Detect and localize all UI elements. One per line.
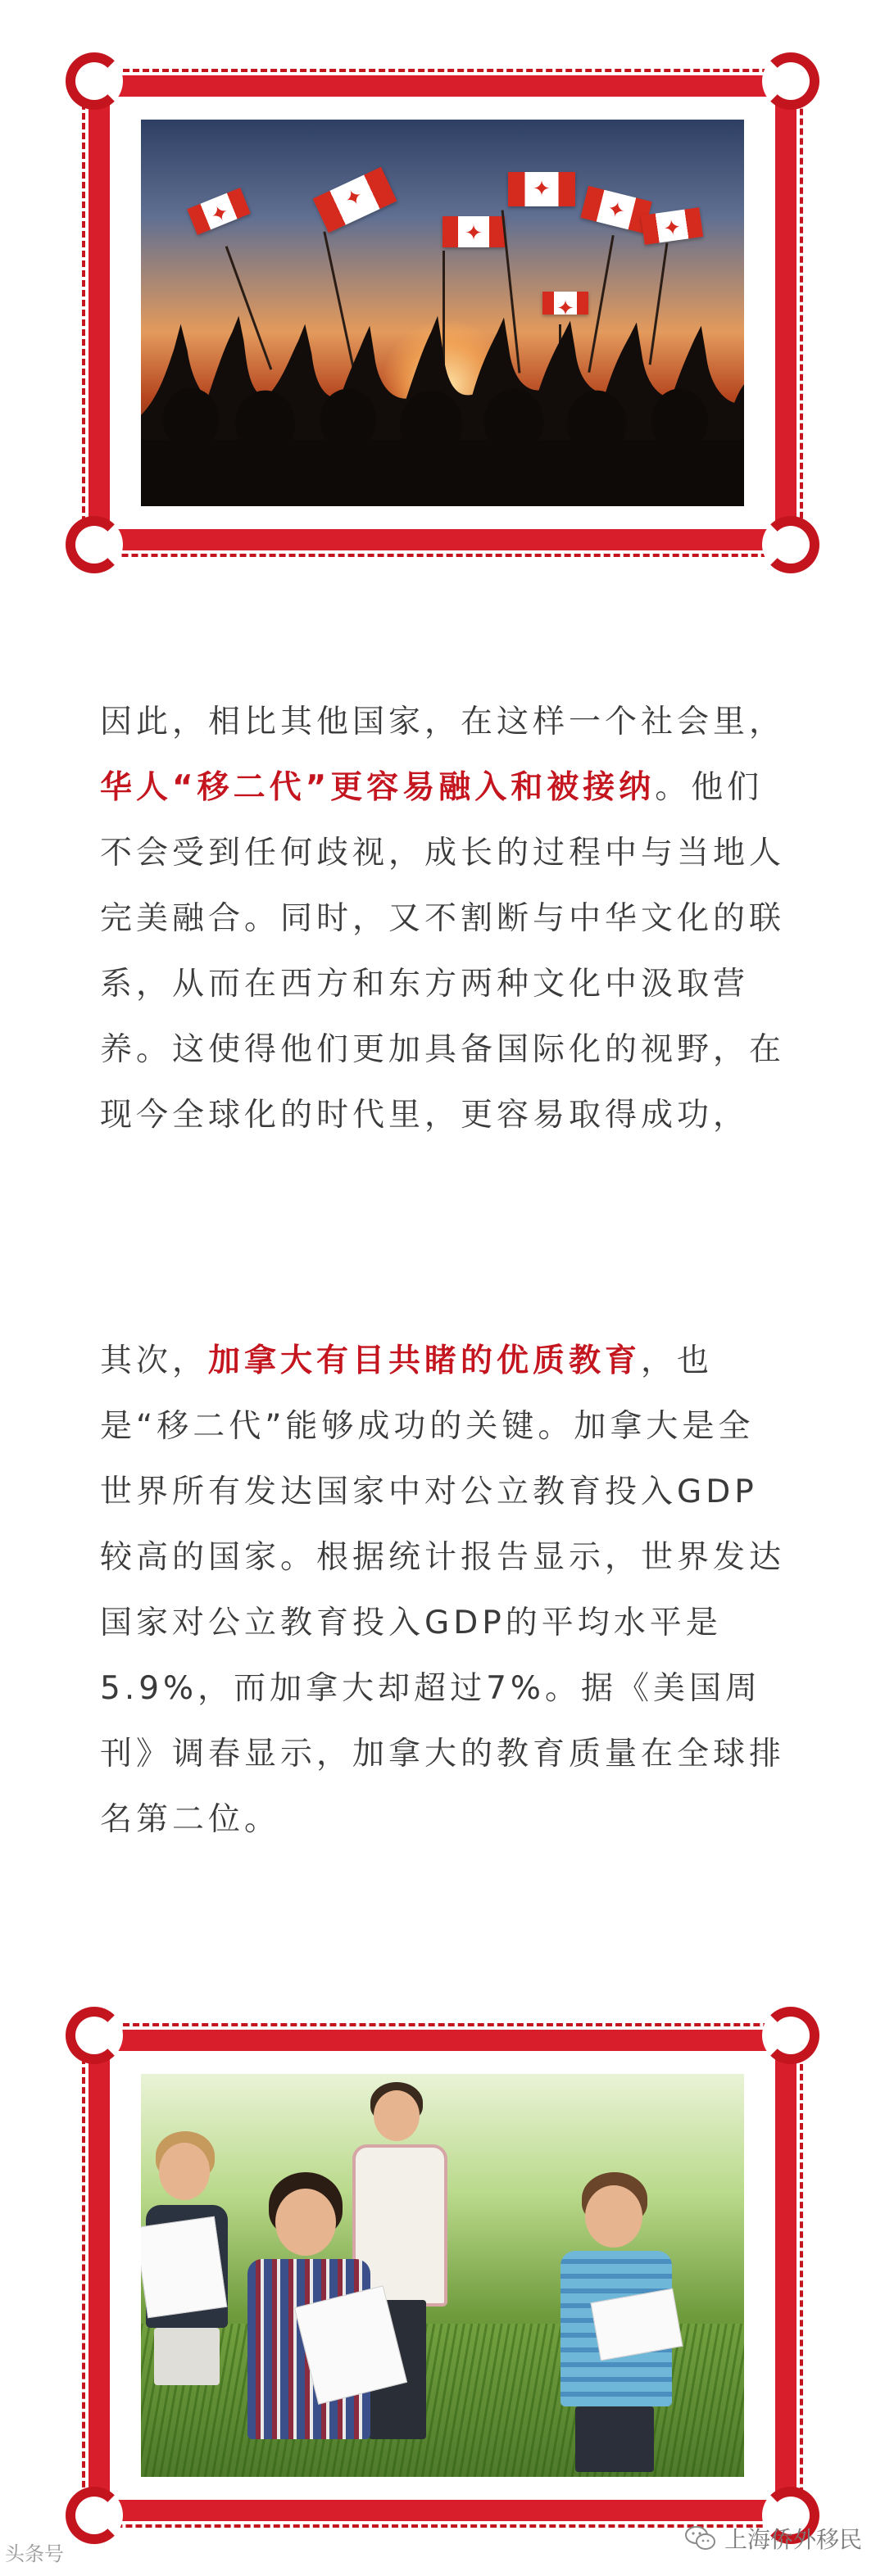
source-watermark: 头条号 xyxy=(5,2542,64,2565)
paragraph-text: 。他们不会受到任何歧视，成长的过程中与当地人完美融合。同时，又不割断与中华文化的联系，从而在西方和东方两种文化中汲取营养。这使得他们更加具备国际化的视野，在现今全球化的时代里，更容易取得成功， xyxy=(100,769,786,1134)
paragraph-education xyxy=(100,1329,788,1853)
frame-corner-ornament xyxy=(66,2007,123,2064)
frame-corner-ornament xyxy=(66,516,123,573)
child-figure xyxy=(551,2172,682,2477)
paragraph-text: ，也是“移二代”能够成功的关键。加拿大是全世界所有发达国家中对公立教育投入GDP较高的国家。根据统计报告显示，世界发达国家对公立教育投入GDP的平均水平是5.9%，而加拿大却超过7%。据《美国周刊》调春显示，加拿大的教育质量在全球排名第二位。 xyxy=(100,1342,786,1838)
crowd-with-canadian-flags-photo xyxy=(141,120,744,506)
paragraph-integration xyxy=(100,690,788,1148)
canadian-flag-icon xyxy=(313,167,397,233)
canadian-flag-icon xyxy=(580,186,651,233)
canadian-flag-icon xyxy=(187,188,251,235)
frame-corner-ornament xyxy=(762,2007,819,2064)
child-figure xyxy=(141,2131,239,2475)
paragraph-text: 其次， xyxy=(100,1342,209,1379)
child-figure xyxy=(239,2172,379,2477)
account-watermark xyxy=(685,2522,862,2555)
canadian-flag-icon xyxy=(442,216,505,247)
children-in-field-photo xyxy=(141,2074,744,2477)
highlighted-text: 华人“移二代”更容易融入和被接纳 xyxy=(100,769,656,806)
frame-corner-ornament xyxy=(762,52,819,110)
top-image-frame xyxy=(88,75,796,550)
bottom-image-frame xyxy=(88,2030,796,2521)
crowd-silhouette xyxy=(141,274,744,506)
canadian-flag-icon xyxy=(641,207,703,245)
frame-corner-ornament xyxy=(66,52,123,110)
wechat-icon xyxy=(685,2525,716,2551)
paragraph-text: 因此，相比其他国家，在这样一个社会里， xyxy=(100,704,786,740)
account-name: 上海侨外移民 xyxy=(724,2526,862,2553)
frame-corner-ornament xyxy=(762,516,819,573)
highlighted-text: 加拿大有目共睹的优质教育 xyxy=(208,1342,642,1379)
frame-corner-ornament xyxy=(66,2487,123,2544)
canadian-flag-icon xyxy=(508,172,575,206)
